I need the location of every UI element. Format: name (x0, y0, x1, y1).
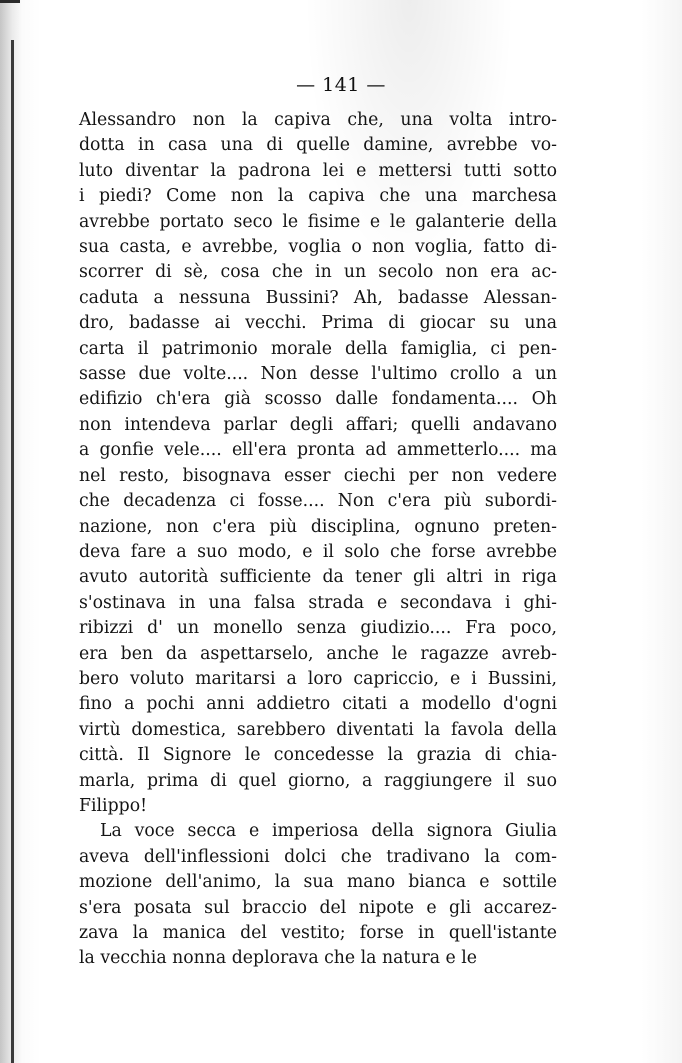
text-line: era ben da aspettarselo, anche le ragazze avreb- (79, 643, 557, 664)
text-line: bero voluto maritarsi a loro capriccio, e i Bussini, (79, 668, 557, 689)
text-line: che decadenza ci fosse.... Non c'era più subordi- (79, 491, 557, 512)
text-line: dro, badasse ai vecchi. Prima di giocar su una (79, 313, 557, 334)
text-line: carta il patrimonio morale della famiglia, ci pen- (79, 338, 557, 359)
text-line: non intendeva parlar degli affari; quelli andavano (79, 414, 557, 435)
binding-gutter-tick (0, 0, 20, 3)
body-text (79, 108, 557, 972)
text-line: s'ostinava in una falsa strada e secondava i ghi- (79, 592, 557, 613)
text-line: scorrer di sè, cosa che in un secolo non era ac- (79, 262, 557, 283)
text-line: città. Il Signore le concedesse la grazia di chia- (79, 745, 557, 766)
binding-gutter-line (11, 40, 14, 1063)
text-line: avuto autorità sufficiente da tener gli altri in riga (79, 567, 557, 588)
text-line: luto diventar la padrona lei e mettersi tutti sotto (79, 160, 557, 181)
text-line: sua casta, e avrebbe, voglia o non voglia, fatto di- (79, 237, 557, 258)
text-line: Filippo! (79, 795, 148, 816)
text-line: ribizzi d' un monello senza giudizio.... Fra poco, (79, 618, 557, 639)
text-line: nel resto, bisognava esser ciechi per non vedere (79, 465, 557, 486)
text-line: zava la manica del vestito; forse in quell'istante (79, 923, 557, 943)
text-line: mozione dell'animo, la sua mano bianca e sottile (79, 872, 557, 893)
text-line: i piedi? Come non la capiva che una marchesa (79, 186, 557, 207)
text-line: Alessandro non la capiva che, una volta intro- (79, 110, 557, 130)
text-line: edifizio ch'era già scosso dalle fondamenta.... Oh (79, 389, 557, 410)
text-line: fino a pochi anni addietro citati a modello d'ogni (79, 694, 557, 715)
text-line: sasse due volte.... Non desse l'ultimo crollo a un (79, 364, 557, 385)
text-line: marla, prima di quel giorno, a raggiungere il suo (79, 770, 557, 791)
text-line: La voce secca e imperiosa della signora Giulia (100, 821, 557, 842)
text-line: s'era posata sul braccio del nipote e gli accarez- (79, 897, 557, 918)
text-line: virtù domestica, sarebbero diventati la favola della (79, 719, 557, 740)
text-line: a gonfie vele.... ell'era pronta ad ammetterlo.... ma (79, 440, 557, 461)
page-number: — 141 — (296, 74, 386, 96)
text-line: dotta in casa una di quelle damine, avrebbe vo- (79, 135, 557, 156)
text-line: nazione, non c'era più disciplina, ognuno preten- (79, 516, 557, 537)
text-line: caduta a nessuna Bussini? Ah, badasse Alessan- (79, 287, 557, 308)
text-line: aveva dell'inflessioni dolci che tradivano la com- (79, 846, 557, 867)
text-line: deva fare a suo modo, e il solo che forse avrebbe (79, 541, 557, 562)
text-line: avrebbe portato seco le fisime e le galanterie della (79, 211, 557, 232)
text-line: la vecchia nonna deplorava che la natura e le (79, 948, 478, 969)
